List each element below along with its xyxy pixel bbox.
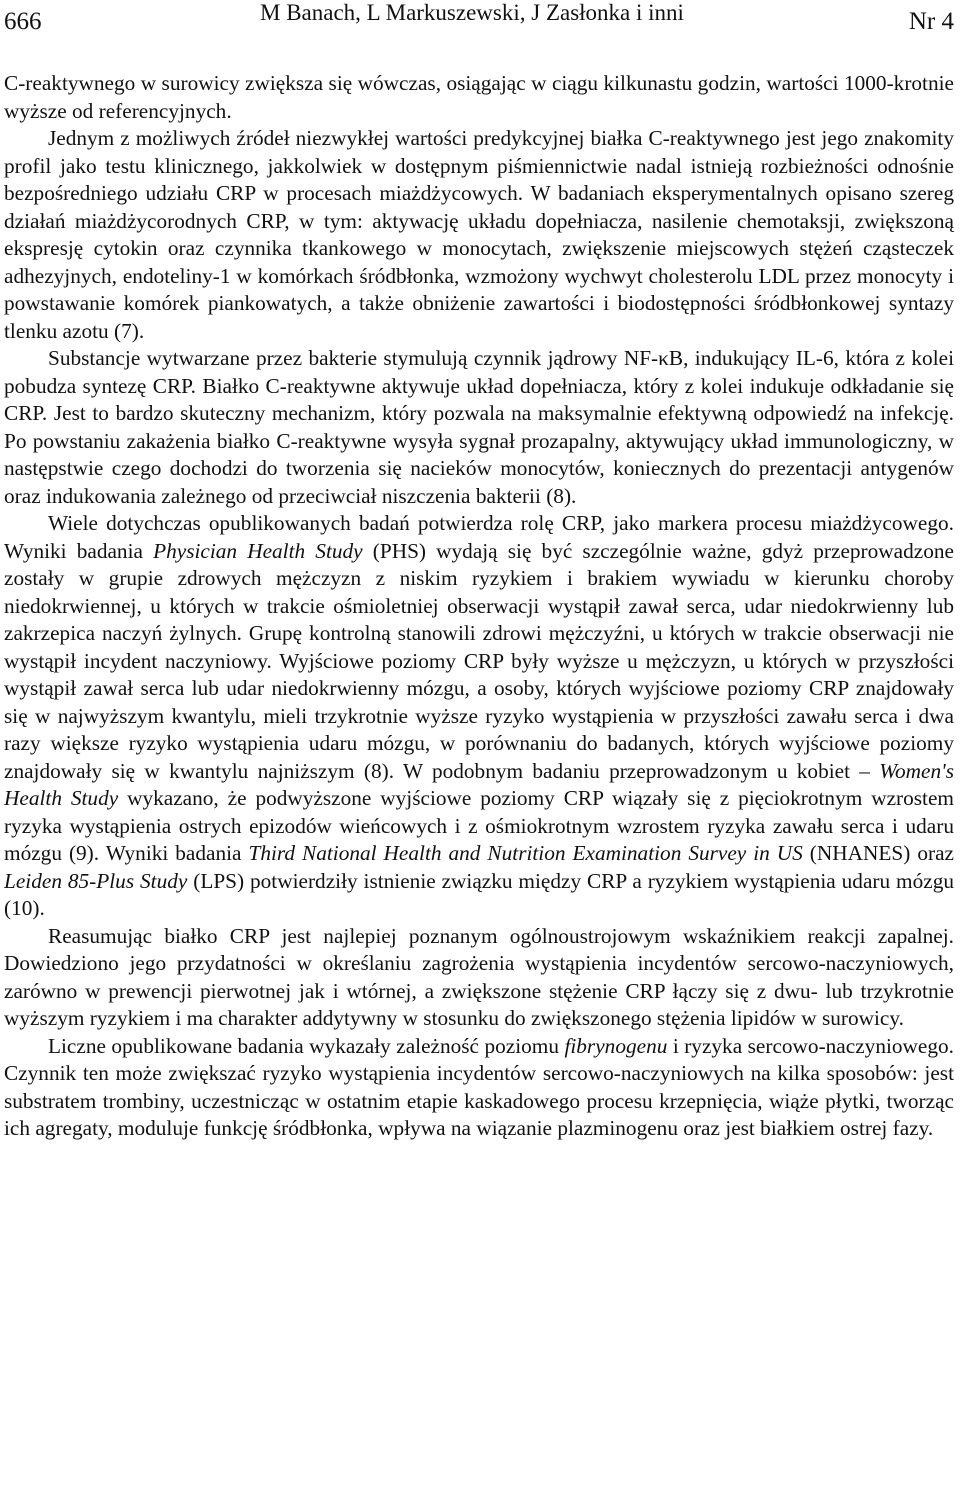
italic-title: Women's Health Study — [4, 758, 954, 810]
page-number: 666 — [4, 8, 42, 35]
italic-title: Third National Health and Nutrition Examination Survey in US — [248, 841, 803, 865]
text-run: (PHS) wydają się być szczególnie ważne, gdyż przeprowadzone zostały w grupie zdrowych mężczyzn z niskim ryzykiem i brakiem wywiadu w kierunku choroby niedokrwiennej, u których w trakcie ośmioletniej obserwacji wystąpił zawał serca, udar niedokrwienny lub zakrzepica naczyń żylnych. Grupę kontrolną stanowili zdrowi mężczyźni, u których w trakcie obserwacji nie wystąpił incydent naczyniowy. Wyjściowe poziomy CRP były wyższe u mężczyzn, u których w przyszłości wystąpił zawał serca lub udar niedokrwienny mózgu, a osoby, których wyjściowe poziomy CRP znajdowały się w najwyższym kwantylu, mieli trzykrotnie wyższe ryzyko wystąpienia w przyszłości zawału serca i dwa razy większe ryzyko wystąpienia udaru mózgu, w porównaniu do badanych, których wyjściowe poziomy znajdowały się w kwantylu najniższym (8). W podobnym badaniu przeprowadzonym u kobiet – — [4, 538, 954, 783]
text-run: (NHANES) oraz — [802, 841, 954, 865]
text-run: Liczne opublikowane badania wykazały zależność poziomu — [48, 1033, 565, 1058]
paragraph-clinical-studies — [4, 510, 954, 923]
paragraph-continuation — [4, 70, 954, 125]
text-run: Jednym z możliwych źródeł niezwykłej wartości predykcyjnej białka C-reaktywnego jest jego znakomity profil jako testu klinicznego, jakkolwiek w dostępnym piśmiennictwie nadal istnieją rozbieżności odnośnie bezpośredniego udziału CRP w procesach miażdżycowych. W badaniach eksperymentalnych opisano szereg działań miażdżycorodnych CRP, w tym: aktywację układu dopełniacza, nasilenie chemotaksji, zwiększoną ekspresję cytokin oraz czynnika tkankowego w monocytach, zwiększenie miejscowych stężeń cząsteczek adhezyjnych, endoteliny-1 w komórkach śródbłonka, wzmożony wychwyt cholesterolu LDL przez monocyty i powstawanie komórek piankowatych, a także obniżenie zawartości i biodostępności śródbłonkowej syntazy tlenku azotu (7). — [4, 126, 954, 343]
paragraph-fibrinogen — [4, 1033, 954, 1143]
text-run: Reasumując białko CRP jest najlepiej poznanym ogólnoustrojowym wskaźnikiem reakcji zapalnej. Dowiedziono jego przydatności w określaniu zagrożenia wystąpienia incydentów sercowo-naczyniowych, zarówno w prewencji pierwotnej jak i wtórnej, a zwiększone stężenie CRP łączy się z dwu- lub trzykrotnie wyższym ryzykiem i ma charakter addytywny w stosunku do zwiększonego stężenia lipidów w surowicy. — [4, 923, 954, 1030]
italic-title: Leiden 85-Plus Study — [4, 868, 188, 893]
running-header-authors: M Banach, L Markuszewski, J Zasłonka i inni — [260, 0, 684, 25]
text-run: Wiele dotychczas opublikowanych badań potwierdza rolę CRP, jako markera procesu miażdżycowego. Wyniki badania — [4, 511, 954, 563]
running-header — [4, 0, 954, 46]
paragraph-summary-crp — [4, 923, 954, 1033]
text-run: C-reaktywnego w surowicy zwiększa się wówczas, osiągając w ciągu kilkunastu godzin, wartości 1000-krotnie wyższe od referencyjnych. — [4, 71, 954, 123]
text-run: (LPS) potwierdziły istnienie związku między CRP a ryzykiem wystąpienia udaru mózgu (10). — [4, 868, 954, 920]
text-run: i ryzyka sercowo-naczyniowego. Czynnik ten może zwiększać ryzyko wystąpienia incydentów sercowo-naczyniowych na kilka sposobów: jest substratem trombiny, uczestnicząc w ostatnim etapie kaskadowego procesu krzepnięcia, wiąże płytki, tworząc ich agregaty, moduluje funkcję śródbłonka, wpływa na wiązanie plazminogenu oraz jest białkiem ostrej fazy. — [4, 1033, 954, 1140]
article-body — [4, 70, 954, 1143]
paragraph-bacterial-stimulation — [4, 345, 954, 510]
paragraph-crp-atherogenic-effects — [4, 125, 954, 345]
issue-number: Nr 4 — [908, 8, 954, 35]
italic-title: fibrynogenu — [564, 1033, 668, 1058]
journal-page — [4, 0, 954, 1143]
text-run: Substancje wytwarzane przez bakterie stymulują czynnik jądrowy NF-κB, indukujący IL-6, która z kolei pobudza syntezę CRP. Białko C-reaktywne aktywuje układ dopełniacza, który z kolei indukuje odkładanie się CRP. Jest to bardzo skuteczny mechanizm, który pozwala na maksymalnie efektywną odpowiedź na infekcję. Po powstaniu zakażenia białko C-reaktywne wysyła sygnał prozapalny, aktywujący układ immunologiczny, w następstwie czego dochodzi do tworzenia się nacieków monocytów, koniecznych do prezentacji antygenów oraz indukowania zależnego od przeciwciał niszczenia bakterii (8). — [4, 346, 954, 508]
text-run: wykazano, że podwyższone wyjściowe poziomy CRP wiązały się z pięciokrotnym wzrostem ryzyka wystąpienia ostrych epizodów wieńcowych i z ośmiokrotnym wzrostem ryzyka zawału serca i udaru mózgu (9). Wyniki badania — [4, 786, 954, 865]
italic-title: Physician Health Study — [153, 538, 363, 563]
